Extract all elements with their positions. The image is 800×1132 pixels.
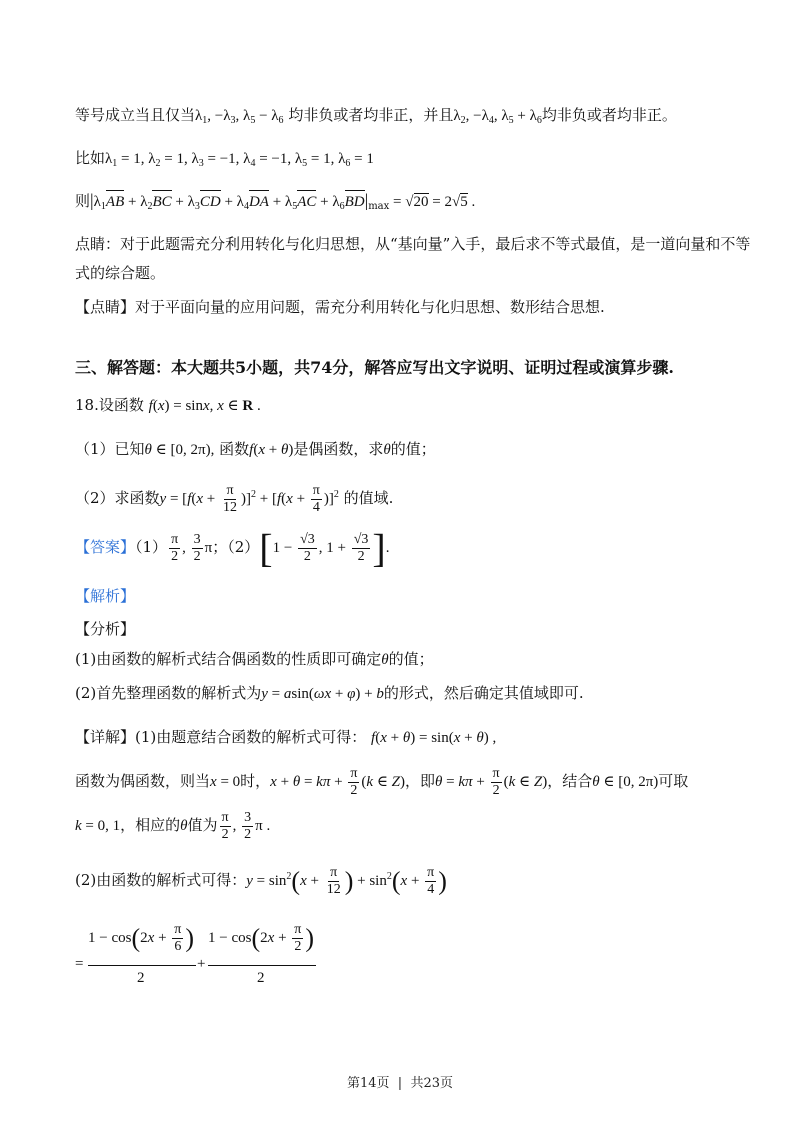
fenxi-step-1: (1)由函数的解析式结合偶函数的性质即可确定θ的值；: [75, 650, 434, 668]
detail-step-4: (2)由函数的解析式可得：$y = \sin^2(x$ + $\frac{\pi}{12}$ ) + $\sin^2(x$ + $\frac{\pi}{4}$ ): [75, 865, 447, 898]
detail-step-2: 函数为偶函数，则当x = 0时，x + θ = kπ + $\frac{\pi}{2}$ (k ∈ Z)，即θ = kπ + $\frac{\pi}{2}$ (k ∈ Z)，结合θ ∈ [0, 2π)可取: [75, 766, 689, 799]
page-footer: [0, 1072, 800, 1091]
question-18-part-1: （1）已知θ ∈ [0, 2π), 函数f(x + θ)是偶函数，求θ的值；: [75, 440, 436, 458]
detail-step-5-expression: 1 − cos(2x + $\frac{\pi}{6}$ ) = 2 + 1 − cos(2x + $\frac{\pi}{2}$ ) 2: [75, 922, 315, 986]
text-line-max-value: 则$|\lambda_1AB + \lambda_2BC + \lambda_3CD + \lambda_4DA + \lambda_5AC + \lambda_6BD|_{max} = √20 = 2√5$ .: [75, 190, 476, 212]
detail-step-1: 【详解】(1)由题意结合函数的解析式可得： f(x + θ) = sin(x + θ) ,: [75, 728, 497, 746]
text-line-equality-condition: 等号成立当且仅当$\lambda_1$, $-\lambda_3$, $\lambda_5 - \lambda_6$ 均非负或者均非正，并且$\lambda_2$, $-\lambda_4$, $\lambda_5 + \lambda_6$均非负或者均非正。: [75, 106, 677, 126]
answer-line: 【答案】（1） $\frac{\pi}{2}$ , $\frac{3}{2}$ π；（2）[1 − $\frac{√3}{2}$ , 1 + $\frac{√3}{2}$ ].: [75, 525, 390, 571]
question-18-part-2: （2）求函数y = [f(x + $\frac{\pi}{12}$ )]$^2$ + [f(x + $\frac{\pi}{4}$ )]$^2$ 的值域.: [75, 483, 394, 516]
text-line-dianjing-1: 点睛：对于此题需充分利用转化与化归思想，从“基向量”入手，最后求不等式最值，是一道向量和不等: [75, 235, 751, 253]
total-pages: 共23页: [410, 1076, 453, 1091]
section-heading: 三、解答题：本大题共5小题，共74分，解答应写出文字说明、证明过程或演算步骤.: [75, 358, 674, 377]
footer-separator: |: [397, 1076, 403, 1091]
text-line-example: 比如$\lambda_1 = 1$, $\lambda_2 = 1$, $\lambda_3 = -1$, $\lambda_4 = -1$, $\lambda_5 = 1$, $\lambda_6 = 1$: [75, 149, 374, 169]
detail-step-3: k = 0, 1，相应的θ值为 $\frac{\pi}{2}$ , $\frac{3}{2}$ π .: [75, 810, 271, 843]
jiexi-label: 【解析】: [75, 587, 136, 605]
fenxi-label: 【分析】: [75, 620, 136, 638]
text-line-dianjing-2: 式的综合题。: [75, 264, 166, 282]
answer-label: 【答案】: [75, 538, 136, 556]
page-number: 第14页: [346, 1076, 390, 1091]
fenxi-step-2: (2)首先整理函数的解析式为y = asin(ωx + φ) + b的形式，然后确定其值域即可.: [75, 684, 584, 702]
question-18-stem: 18.设函数 f(x) = sinx, x ∈ R .: [75, 396, 261, 414]
text-line-dianjing-note: 【点睛】对于平面向量的应用问题，需充分利用转化与化归思想、数形结合思想.: [75, 298, 605, 316]
